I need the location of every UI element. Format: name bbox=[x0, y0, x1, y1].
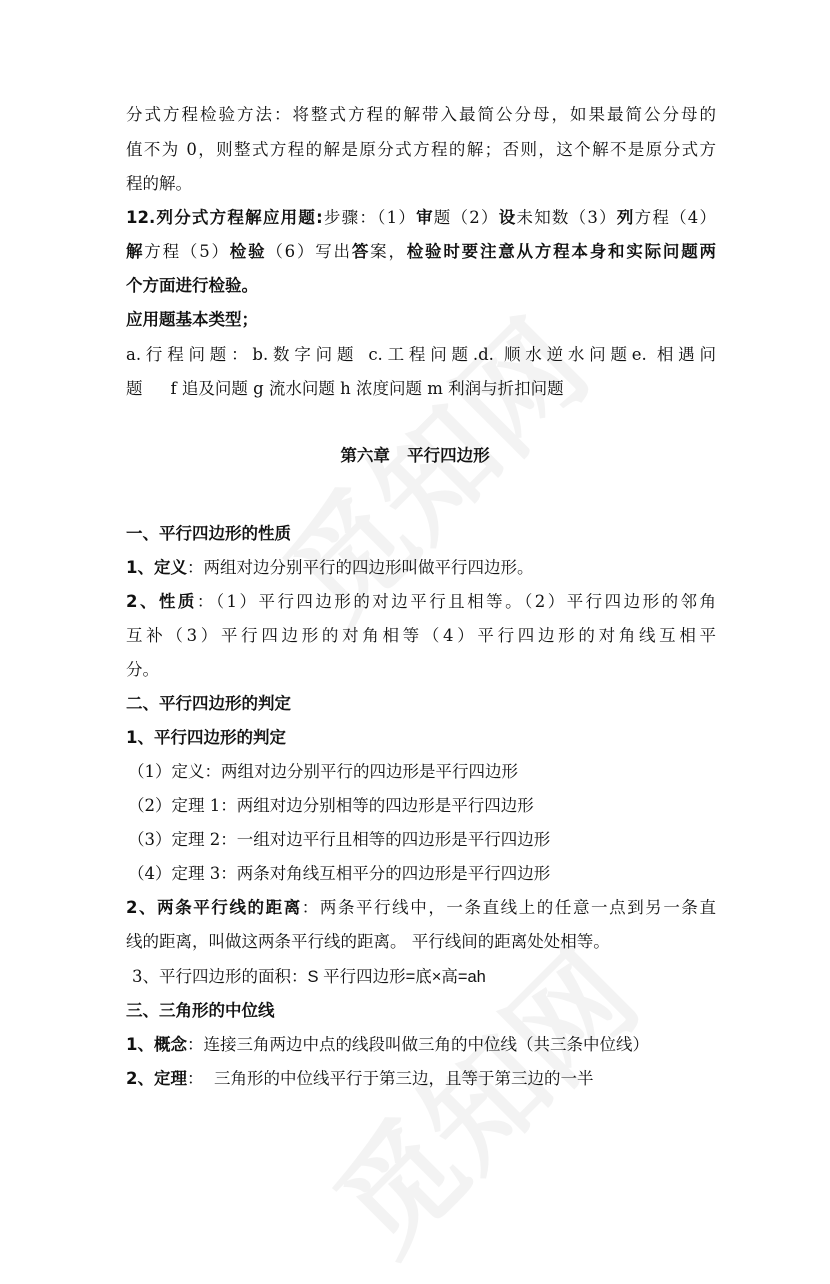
text: : bbox=[316, 208, 323, 227]
text-line bbox=[126, 172, 716, 196]
keyword: 设 bbox=[498, 208, 517, 227]
chapter-title: 第六章 平行四边形 bbox=[340, 446, 490, 465]
text: （2）定理 1：两组对边分别相等的四边形是平行四边形 bbox=[128, 796, 534, 815]
text-line bbox=[126, 896, 716, 920]
text-line bbox=[126, 274, 716, 298]
text: 3、平行四边形的面积： bbox=[132, 967, 308, 986]
text-line bbox=[126, 1067, 716, 1091]
text: 案， bbox=[370, 242, 407, 261]
text: d. 顺水逆水问题 bbox=[478, 345, 632, 364]
text-line bbox=[126, 343, 716, 367]
label: 1、定义 bbox=[126, 558, 187, 577]
subsection-title: 1、平行四边形的判定 bbox=[126, 728, 286, 747]
list-item bbox=[128, 862, 718, 886]
text: ：两组对边分别平行的四边形叫做平行四边形。 bbox=[186, 558, 534, 577]
text: 程的解。 bbox=[126, 174, 192, 193]
text-line bbox=[126, 658, 716, 682]
text: （2）平行四边形的邻角 bbox=[524, 592, 717, 611]
text: （1）定义：两组对边分别平行的四边形是平行四边形 bbox=[128, 762, 518, 781]
text-line bbox=[126, 377, 716, 401]
text: 方程（4） bbox=[634, 208, 717, 227]
text-line bbox=[126, 726, 716, 750]
label: 2、定理 bbox=[126, 1069, 187, 1088]
text: 题 bbox=[126, 379, 143, 398]
text: 方程（5） bbox=[144, 242, 230, 261]
text: （6）写出 bbox=[266, 242, 352, 261]
text-line bbox=[132, 965, 722, 989]
keyword: 答 bbox=[351, 242, 371, 261]
text: 题（2） bbox=[433, 208, 499, 227]
keyword: 审 bbox=[416, 208, 434, 227]
text-line bbox=[126, 522, 716, 546]
text: （4）定理 3：两条对角线互相平分的四边形是平行四边形 bbox=[128, 864, 551, 883]
heading: 应用题基本类型； bbox=[126, 310, 258, 329]
text: f 追及问题 g 流水问题 h 浓度问题 m 利润与折扣问题 bbox=[170, 379, 564, 398]
text: 值不为 0，则整式方程的解是原分式方程的解；否则，这个解不是原分式方 bbox=[126, 140, 716, 159]
text: e. 相遇问 bbox=[631, 345, 716, 364]
text-line bbox=[126, 556, 716, 580]
text: ：连接三角两边中点的线段叫做三角的中位线（共三条中位线） bbox=[186, 1035, 649, 1054]
keyword: 检验 bbox=[229, 242, 267, 261]
text: （3）平行四边形的对角相等 bbox=[166, 626, 423, 645]
label: 2、性质 bbox=[126, 592, 197, 611]
list-item bbox=[128, 760, 718, 784]
keyword: 列 bbox=[616, 208, 635, 227]
text: a.行程问题：b.数字问题 c.工程问题. bbox=[126, 345, 479, 364]
emphasis-text: 个方面进行检验。 bbox=[126, 276, 258, 295]
text-line bbox=[126, 999, 716, 1023]
text-line bbox=[126, 930, 716, 954]
text: ： 三角形的中位线平行于第三边，且等于第三边的一半 bbox=[186, 1069, 594, 1088]
text: 未知数（3） bbox=[516, 208, 617, 227]
section-title: 二、平行四边形的判定 bbox=[126, 694, 291, 713]
text-line bbox=[126, 692, 716, 716]
emphasis-text: 检验时要注意从方程本身和实际问题两 bbox=[406, 242, 716, 261]
text-line bbox=[126, 1033, 716, 1057]
text: 线的距离，叫做这两条平行线的距离。 平行线间的距离处处相等。 bbox=[126, 932, 610, 951]
list-item bbox=[128, 828, 718, 852]
label: 1、概念 bbox=[126, 1035, 187, 1054]
text: （4）平行四边形的对角线互相平 bbox=[422, 626, 717, 645]
heading: 12.列分式方程解应用题 bbox=[126, 208, 317, 227]
text: ：两条平行线中，一条直线上的任意一点到另一条直 bbox=[301, 898, 717, 917]
text-line bbox=[126, 624, 716, 648]
section-title: 三、三角形的中位线 bbox=[126, 1001, 275, 1020]
list-item bbox=[128, 794, 718, 818]
section-title: 一、平行四边形的性质 bbox=[126, 524, 291, 543]
text-line bbox=[126, 138, 716, 162]
text-line bbox=[126, 308, 716, 332]
text: 分式方程检验方法：将整式方程的解带入最简公分母，如果最简公分母的 bbox=[126, 105, 716, 124]
text-line bbox=[126, 206, 716, 230]
text: 步骤：（1） bbox=[322, 208, 417, 227]
text: ：（1）平行四边形的对边平行且相等。 bbox=[196, 592, 525, 611]
formula: S 平行四边形=底×高=ah bbox=[307, 968, 486, 986]
text: 分。 bbox=[126, 660, 159, 679]
text: 互补 bbox=[126, 626, 167, 645]
text-line bbox=[126, 240, 716, 264]
keyword: 解 bbox=[126, 242, 145, 261]
text: （3）定理 2：一组对边平行且相等的四边形是平行四边形 bbox=[128, 830, 551, 849]
label: 2、两条平行线的距离 bbox=[126, 898, 302, 917]
text-line bbox=[126, 590, 716, 614]
text-line bbox=[126, 103, 716, 127]
